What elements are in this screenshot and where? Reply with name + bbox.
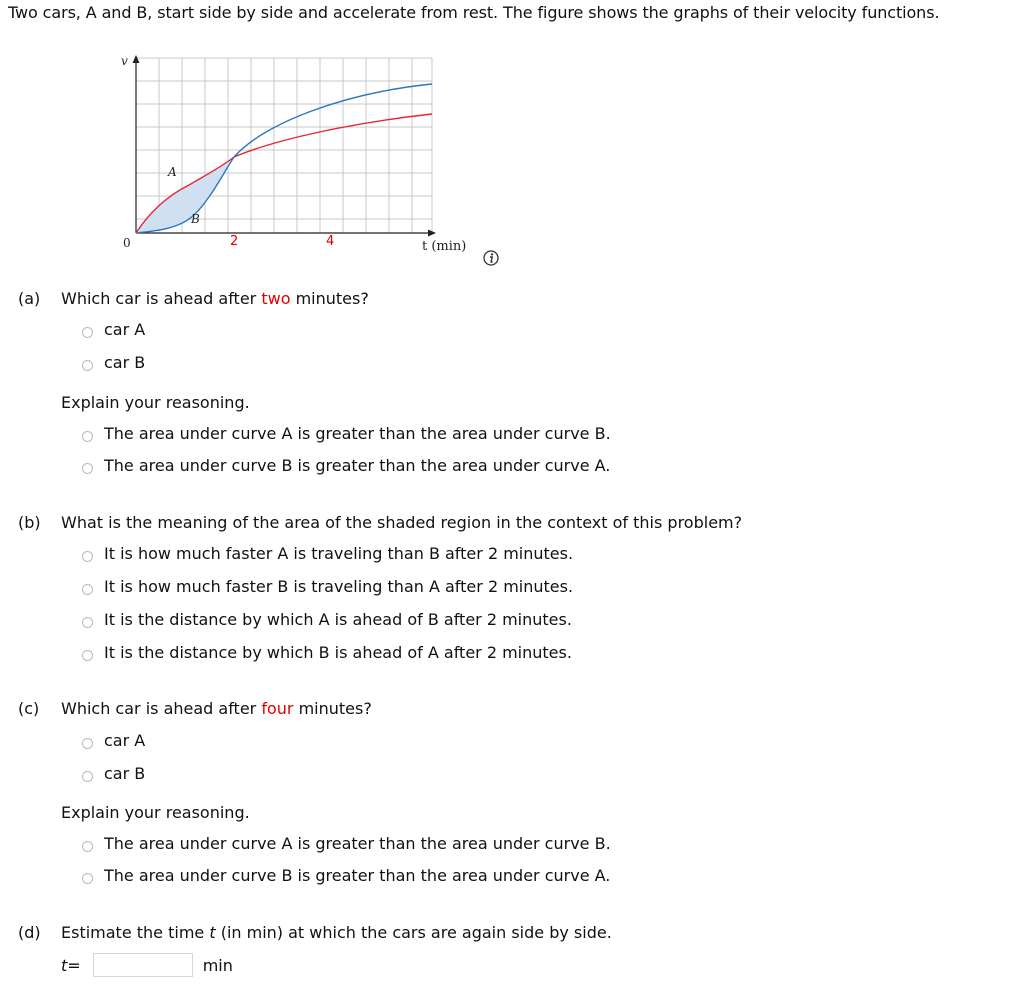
part-a-label: (a) [18,289,41,308]
part-a-explain-label: Explain your reasoning. [61,393,250,412]
radio-button[interactable] [82,551,93,562]
part-a-reason-1[interactable] [82,422,611,444]
part-c-option-car-b[interactable] [82,762,145,784]
origin-label: 0 [123,236,131,250]
part-a-question-end: minutes? [290,289,369,308]
radio-button[interactable] [82,771,93,782]
part-a-question-text: Which car is ahead after [61,289,262,308]
part-c-question [61,699,372,718]
part-c-reason-1[interactable] [82,832,611,854]
t-axis-label: t (min) [422,239,467,254]
option-label: car A [104,730,146,750]
problem-intro: Two cars, A and B, start side by side and accelerate from rest. The figure shows the graphs of their velocity functions. [8,3,940,22]
radio-button[interactable] [82,841,93,852]
part-b-question: What is the meaning of the area of the shaded region in the context of this problem? [61,513,743,532]
part-b-label: (b) [18,513,41,532]
radio-button[interactable] [82,327,93,338]
option-label: car A [104,319,146,339]
radio-button[interactable] [82,617,93,628]
part-a-reason-2[interactable] [82,454,610,476]
time-answer-input[interactable] [93,953,193,977]
radio-button[interactable] [82,584,93,595]
option-label: car B [104,352,146,372]
option-label: It is how much faster A is traveling than B after 2 minutes. [104,543,574,563]
answer-equals: = [67,955,81,975]
part-c-highlight: four [261,699,294,718]
radio-button[interactable] [82,431,93,442]
part-d-question [61,923,612,942]
radio-button[interactable] [82,463,93,474]
part-b-option-3[interactable] [82,608,572,630]
option-label: It is the distance by which B is ahead of A after 2 minutes. [104,642,572,662]
part-b-option-1[interactable] [82,542,573,564]
radio-button[interactable] [82,650,93,661]
info-icon[interactable] [483,250,499,266]
curve-a-label: A [168,165,177,179]
option-label: The area under curve A is greater than the area under curve B. [104,833,611,853]
part-c-question-end: minutes? [293,699,372,718]
part-d-label: (d) [18,923,41,942]
part-d-question-end: (in min) at which the cars are again side by side. [215,923,612,942]
curve-b-label: B [191,212,200,226]
option-label: The area under curve B is greater than the area under curve A. [104,455,611,475]
part-c-label: (c) [18,699,40,718]
tick-4-label: 4 [326,234,335,249]
part-a-question [61,289,369,308]
part-c-explain-label: Explain your reasoning. [61,803,250,822]
part-c-option-car-a[interactable] [82,729,145,751]
part-a-option-car-b[interactable] [82,351,145,373]
answer-variable: t [61,955,68,975]
part-b-option-2[interactable] [82,575,573,597]
radio-button[interactable] [82,360,93,371]
part-c-reason-2[interactable] [82,864,610,886]
part-d-variable: t [209,923,216,942]
velocity-graph [104,50,504,280]
option-label: It is the distance by which A is ahead of B after 2 minutes. [104,609,572,629]
part-c-question-text: Which car is ahead after [61,699,262,718]
answer-unit: min [202,955,233,975]
part-a-option-car-a[interactable] [82,318,145,340]
option-label: The area under curve A is greater than the area under curve B. [104,423,611,443]
option-label: It is how much faster B is traveling than A after 2 minutes. [104,576,574,596]
radio-button[interactable] [82,738,93,749]
part-b-option-4[interactable] [82,641,572,663]
part-a-highlight: two [261,289,291,308]
option-label: The area under curve B is greater than the area under curve A. [104,865,611,885]
v-axis-arrow-icon [133,55,140,63]
radio-button[interactable] [82,873,93,884]
tick-2-label: 2 [230,234,239,249]
part-d-question-text: Estimate the time [61,923,210,942]
option-label: car B [104,763,146,783]
part-d-answer-row [61,952,233,978]
v-axis-label: v [121,54,128,68]
